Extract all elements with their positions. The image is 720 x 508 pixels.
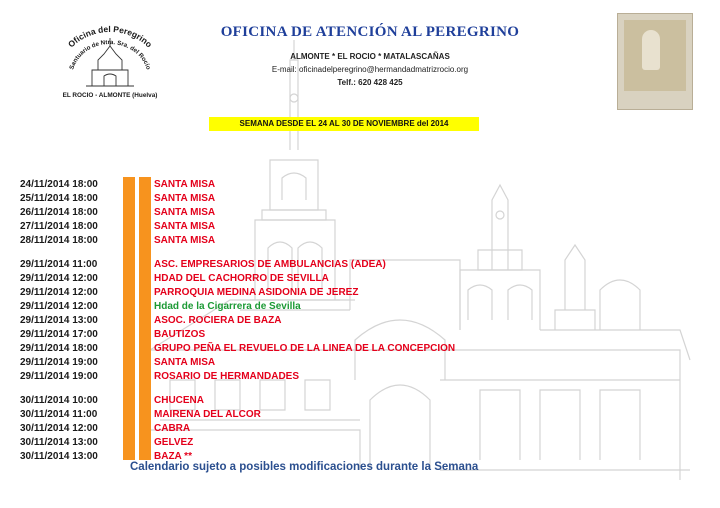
schedule-event: SANTA MISA: [154, 235, 216, 246]
schedule-date: 30/11/2014 13:00: [20, 451, 98, 462]
header-phone: Telf.: 620 428 425: [337, 78, 403, 87]
schedule-date: 29/11/2014 18:00: [20, 343, 98, 354]
schedule-date: 24/11/2014 18:00: [20, 179, 98, 190]
schedule-date: 29/11/2014 11:00: [20, 259, 98, 270]
schedule-date: 28/11/2014 18:00: [20, 235, 98, 246]
schedule-event: SANTA MISA: [154, 221, 216, 232]
schedule-date: 30/11/2014 10:00: [20, 395, 98, 406]
schedule-date: 29/11/2014 19:00: [20, 371, 98, 382]
schedule-event: CHUCENA: [154, 395, 204, 406]
schedule-event: BAUTIZOS: [154, 329, 206, 340]
week-banner: SEMANA DESDE EL 24 AL 30 DE NOVIEMBRE del 2014: [209, 117, 479, 131]
seal-bottom-text: EL ROCIO - ALMONTE (Huelva): [62, 92, 158, 99]
schedule-date: 27/11/2014 18:00: [20, 221, 98, 232]
footer-note: Calendario sujeto a posibles modificaciones durante la Semana: [130, 461, 479, 473]
seal-arc-text: Santuario de Ntra. Sra. del Rocío: [68, 38, 152, 71]
orange-bar-left: [123, 177, 135, 460]
schedule-date: 29/11/2014 12:00: [20, 301, 98, 312]
schedule-date: 29/11/2014 19:00: [20, 357, 98, 368]
schedule-date: 29/11/2014 12:00: [20, 273, 98, 284]
schedule-event: SANTA MISA: [154, 179, 216, 190]
schedule-event: CABRA: [154, 423, 191, 434]
schedule-date: 29/11/2014 13:00: [20, 315, 98, 326]
schedule-event: GELVEZ: [154, 437, 194, 448]
schedule-event: SANTA MISA: [154, 207, 216, 218]
header-locations: ALMONTE * EL ROCIO * MATALASCAÑAS: [290, 52, 450, 61]
schedule-date: 29/11/2014 17:00: [20, 329, 98, 340]
header-email: E-mail: oficinadelperegrino@hermandadmatrizrocio.org: [271, 65, 469, 74]
schedule-event: ROSARIO DE HERMANDADES: [154, 371, 300, 382]
schedule-date: 26/11/2014 18:00: [20, 207, 98, 218]
schedule-date: 30/11/2014 11:00: [20, 409, 98, 420]
schedule-date: 30/11/2014 13:00: [20, 437, 98, 448]
seal-top-text: Oficina del Peregrino: [65, 23, 155, 50]
schedule-event: GRUPO PEÑA EL REVUELO DE LA LINEA DE LA CONCEPCION: [154, 343, 456, 354]
schedule-event: ASC. EMPRESARIOS DE AMBULANCIAS (ADEA): [154, 259, 386, 270]
orange-bar-right: [139, 177, 151, 460]
schedule-date: 29/11/2014 12:00: [20, 287, 98, 298]
schedule-event: Hdad de la Cigarrera de Sevilla: [154, 301, 301, 312]
schedule-event: SANTA MISA: [154, 193, 216, 204]
schedule-event: PARROQUIA MEDINA ASIDONIA DE JEREZ: [154, 287, 359, 298]
virgin-del-rocio-picture: [617, 13, 693, 110]
schedule-date: 25/11/2014 18:00: [20, 193, 98, 204]
schedule-event: BAZA **: [154, 451, 192, 462]
schedule-event: SANTA MISA: [154, 357, 216, 368]
office-seal-logo: [50, 20, 170, 100]
schedule-event: MAIRENA DEL ALCOR: [154, 409, 261, 420]
schedule-date: 30/11/2014 12:00: [20, 423, 98, 434]
page-title: OFICINA DE ATENCIÓN AL PEREGRINO: [220, 24, 520, 40]
schedule-event: ASOC. ROCIERA DE BAZA: [154, 315, 282, 326]
schedule-event: HDAD DEL CACHORRO DE SEVILLA: [154, 273, 329, 284]
